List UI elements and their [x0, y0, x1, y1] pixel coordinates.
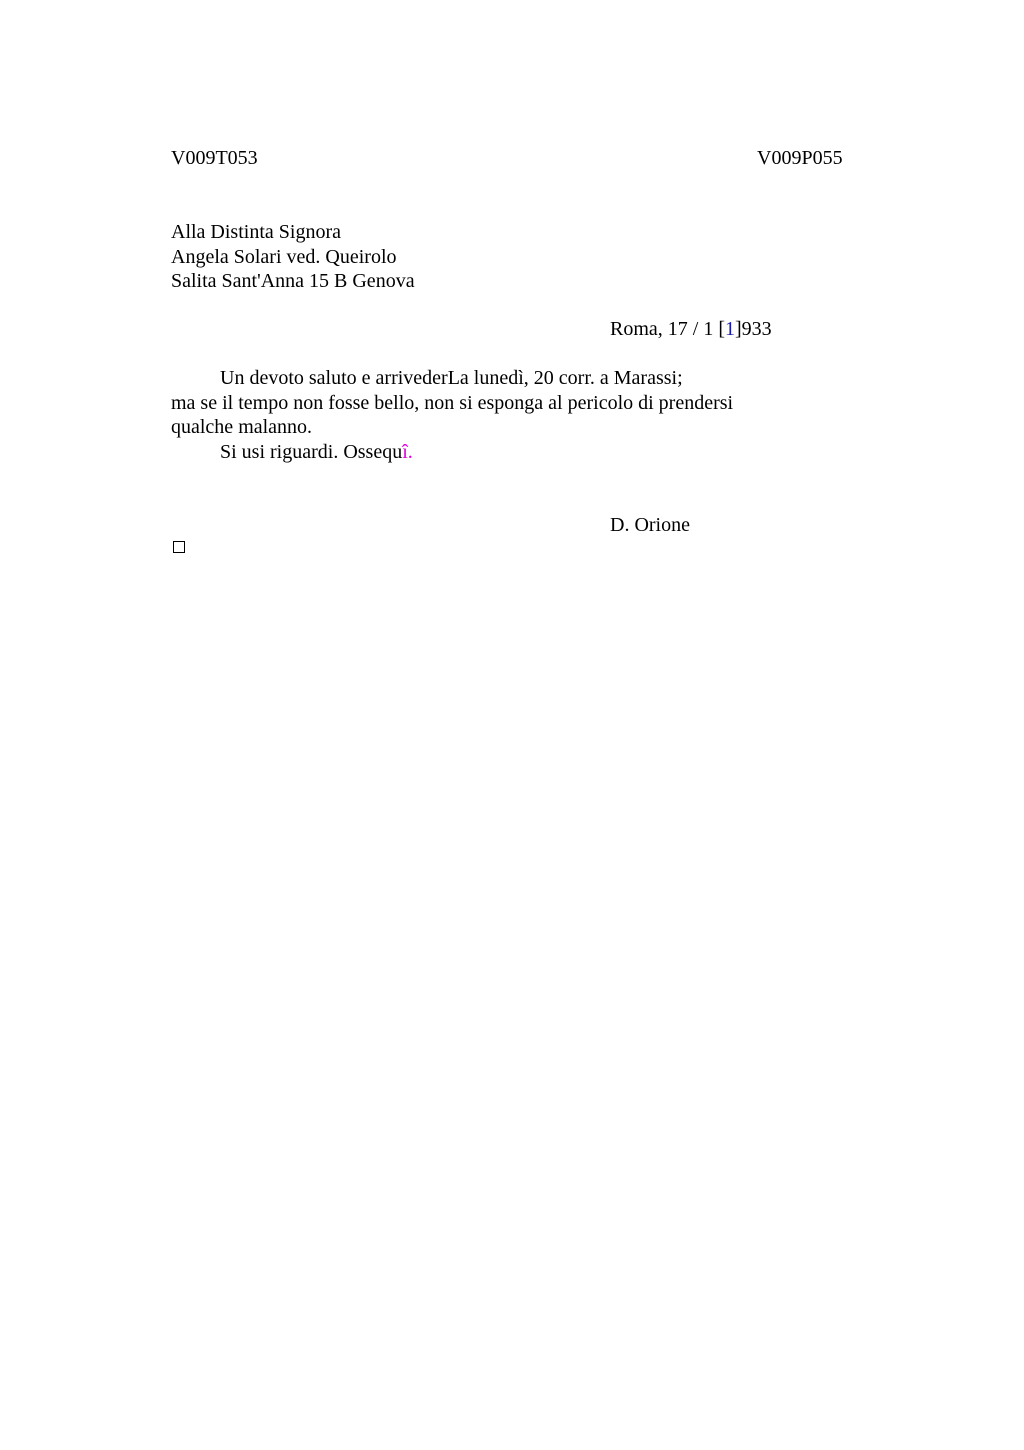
address-line: Alla Distinta Signora — [171, 221, 341, 243]
document-code-left: V009T053 — [171, 147, 258, 169]
body-line: qualche malanno. — [171, 416, 313, 438]
marked-period: . — [407, 440, 413, 463]
recipient-address — [171, 220, 415, 294]
marked-character: î — [402, 440, 408, 463]
body-line: Un devoto saluto e arrivederLa lunedì, 20 corr. a Marassi; — [220, 367, 683, 389]
signature: D. Orione — [610, 514, 690, 536]
address-line: Angela Solari ved. Queirolo — [171, 245, 397, 268]
letter-body — [171, 366, 733, 464]
address-line: Salita Sant'Anna 15 B Genova — [171, 270, 415, 292]
document-code-right: V009P055 — [757, 147, 843, 169]
date-suffix: ]933 — [735, 318, 772, 340]
date-prefix: Roma, 17 / 1 [ — [610, 318, 725, 340]
body-line — [171, 440, 733, 465]
body-line: ma se il tempo non fosse bello, non si esponga al pericolo di prendersi — [171, 391, 734, 414]
date-inserted-digit: 1 — [725, 318, 735, 340]
date-line — [610, 317, 772, 341]
empty-checkbox-icon — [173, 541, 185, 553]
body-line-prefix: Si usi riguardi. Ossequ — [220, 440, 403, 463]
